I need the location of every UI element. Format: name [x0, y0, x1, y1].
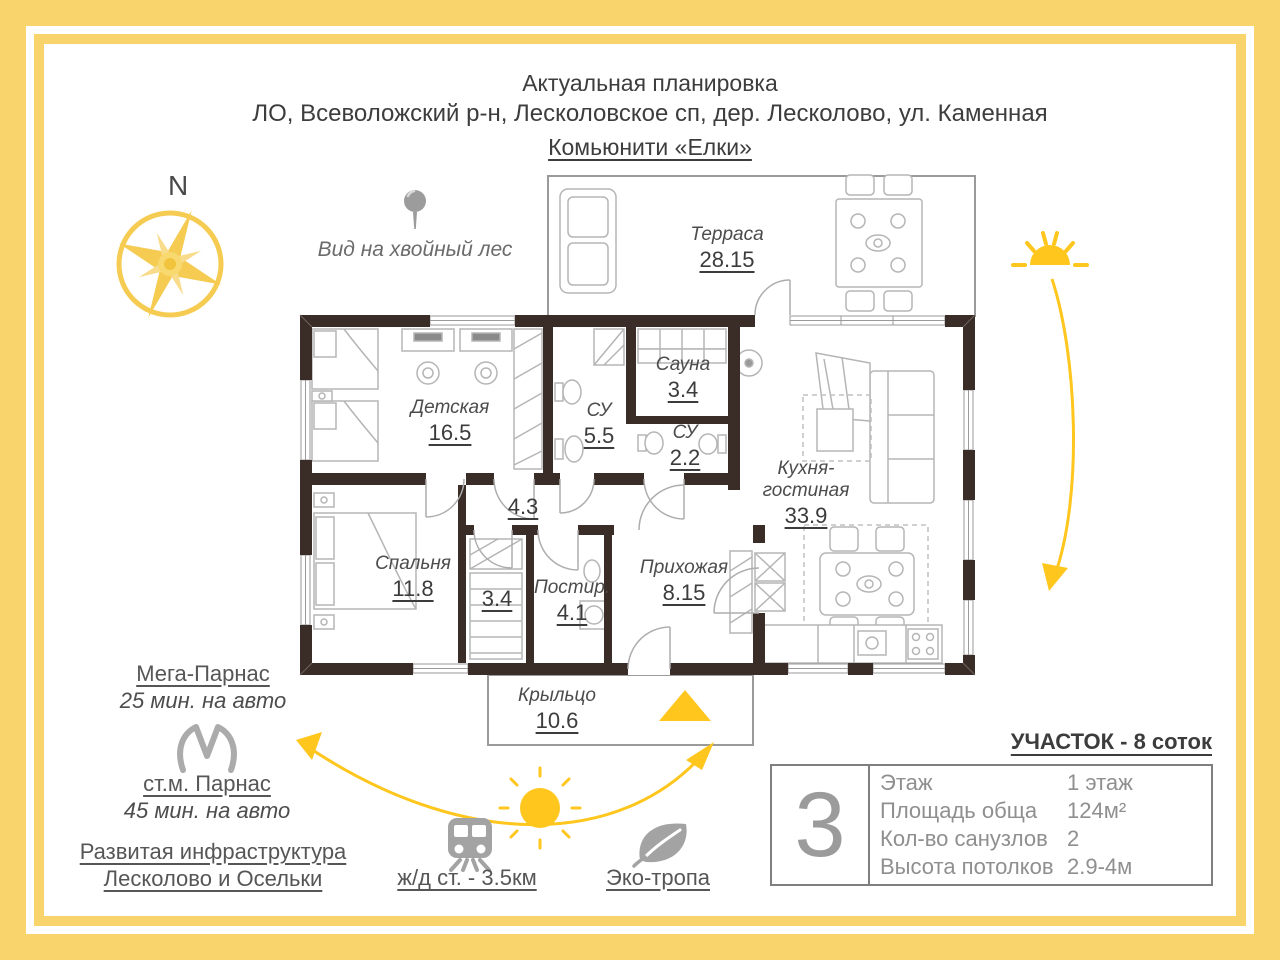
compass-north-label: N	[168, 170, 189, 201]
landmark-eco-trail: Эко-тропа	[606, 865, 710, 890]
sunrise-icon	[1005, 215, 1105, 595]
community-name: Комьюнити «Елки»	[548, 134, 752, 160]
view-note: Вид на хвойный лес	[317, 238, 513, 261]
plot-size-label: УЧАСТОК - 8 соток	[1010, 729, 1212, 754]
info-rows	[870, 766, 1211, 884]
sun-path-arrow	[1052, 279, 1074, 575]
leaf-icon	[632, 816, 694, 868]
info-row-bathrooms: Кол-во санузлов 2	[880, 826, 1080, 851]
info-table	[770, 764, 1213, 886]
landmark-metro: ст.м. Парнас 45 мин. на авто	[123, 771, 291, 823]
room-label-hallway: Прихожая 8.15	[639, 557, 729, 605]
room-label-corridor: 4.3	[507, 494, 539, 519]
room-label-wc2: СУ 2.2	[669, 422, 701, 470]
room-label-wc1: СУ 5.5	[583, 400, 615, 448]
room-label-kitchen-living: Кухня-гостиная 33.9	[762, 458, 850, 528]
room-label-laundry: Постир. 4.1	[533, 577, 611, 625]
landmark-railway: ж/д ст. - 3.5км	[397, 865, 537, 890]
metro-icon	[172, 722, 242, 774]
header	[60, 68, 1240, 164]
landmark-mega: Мега-Парнас 25 мин. на авто	[119, 661, 287, 713]
room-label-closet: 3.4	[481, 586, 513, 611]
sun-icon	[500, 768, 580, 848]
house-number: 3	[772, 766, 870, 884]
compass-icon	[104, 192, 240, 332]
info-row-floor: Этаж 1 этаж	[880, 770, 1133, 795]
room-label-bedroom: Спальня 11.8	[375, 553, 451, 601]
room-label-kids: Детская 16.5	[410, 397, 490, 445]
room-label-porch: Крыльцо 10.6	[518, 685, 596, 733]
room-label-terrace: Терраса 28.15	[690, 224, 764, 272]
landmark-infrastructure: Развитая инфраструктура Лесколово и Осельки	[79, 839, 347, 891]
info-row-area: Площадь обща 124м²	[880, 798, 1127, 823]
page-title: Актуальная планировка	[522, 70, 778, 96]
address-line: ЛО, Всеволожский р-н, Лесколовское сп, дер. Лесколово, ул. Каменная	[252, 100, 1048, 127]
room-label-sauna: Сауна 3.4	[655, 354, 711, 402]
info-row-ceiling: Высота потолков 2.9-4м	[880, 854, 1133, 879]
floorplan-drawing	[298, 173, 980, 755]
